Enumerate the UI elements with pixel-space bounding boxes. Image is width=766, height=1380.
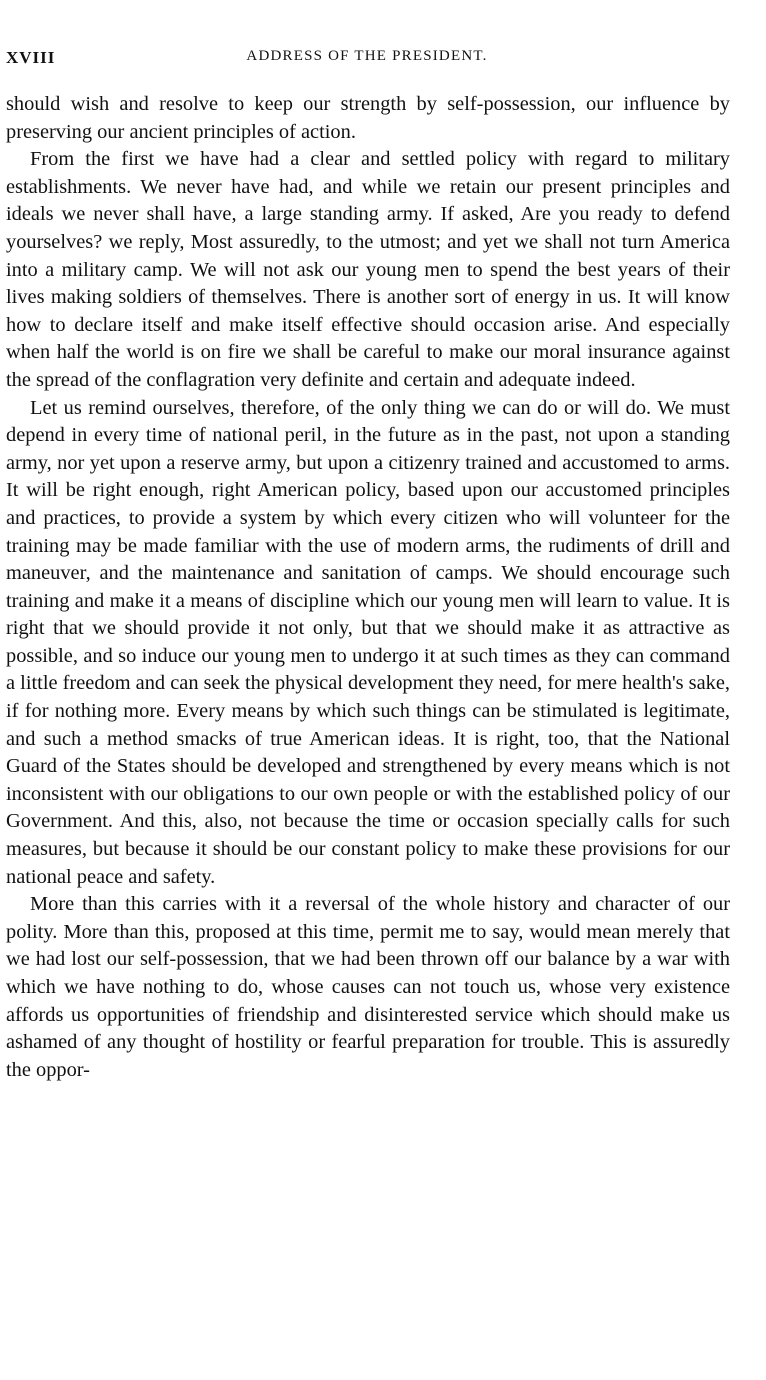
paragraph: More than this carries with it a reversal of the whole history and character of our polity. More than this, proposed at this time, permit me to say, would mean merely that we had lost our self-possession, that we had been thrown off our balance by a war with which we have nothing to do, whose causes can not touch us, whose very existence affords us opportunities of friendship and disinterested service which should make us ashamed of any thought of hostility or fearful preparation for trouble. This is assuredly the oppor- xyxy=(6,893,730,1081)
paragraph: From the first we have had a clear and settled policy with regard to military establishments. We never have had, and while we retain our present principles and ideals we never shall have, a large standing army. If asked, Are you ready to defend yourselves? we reply, Most assuredly, to the utmost; and yet we shall not turn America into a military camp. We will not ask our young men to spend the best years of their lives making soldiers of themselves. There is another sort of energy in us. It will know how to declare itself and make itself effective should occasion arise. And especially when half the world is on fire we shall be careful to make our moral insurance against the spread of the conflagration very definite and certain and adequate indeed. xyxy=(6,148,730,391)
paragraph: Let us remind ourselves, therefore, of the only thing we can do or will do. We must depend in every time of national peril, in the future as in the past, not upon a standing army, nor yet upon a reserve army, but upon a citizenry trained and accustomed to arms. It will be right enough, right American policy, based upon our accustomed principles and practices, to provide a system by which every citizen who will volunteer for the training may be made familiar with the use of modern arms, the rudiments of drill and maneuver, and the maintenance and sanitation of camps. We should encourage such training and make it a means of discipline which our young men will learn to value. It is right that we should provide it not only, but that we should make it as attractive as possible, and so induce our young men to undergo it at such times as they can command a little freedom and can seek the physical development they need, for mere health's sake, if for nothing more. Every means by which such things can be stimulated is legitimate, and such a method smacks of true American ideas. It is right, too, that the National Guard of the States should be developed and strengthened by every means which is not inconsistent with our obligations to our own people or with the established policy of our Government. And this, also, not because the time or occasion specially calls for such measures, but because it should be our constant policy to make these provisions for our national peace and safety. xyxy=(6,396,730,888)
running-head: ADDRESS OF THE PRESIDENT. xyxy=(246,48,488,64)
paragraph-continued: should wish and resolve to keep our strength by self-possession, our influence by preserving our ancient principles of action. xyxy=(6,93,730,143)
page-header xyxy=(0,48,766,72)
body-text xyxy=(6,91,730,1084)
page-number: XVIII xyxy=(6,48,56,67)
